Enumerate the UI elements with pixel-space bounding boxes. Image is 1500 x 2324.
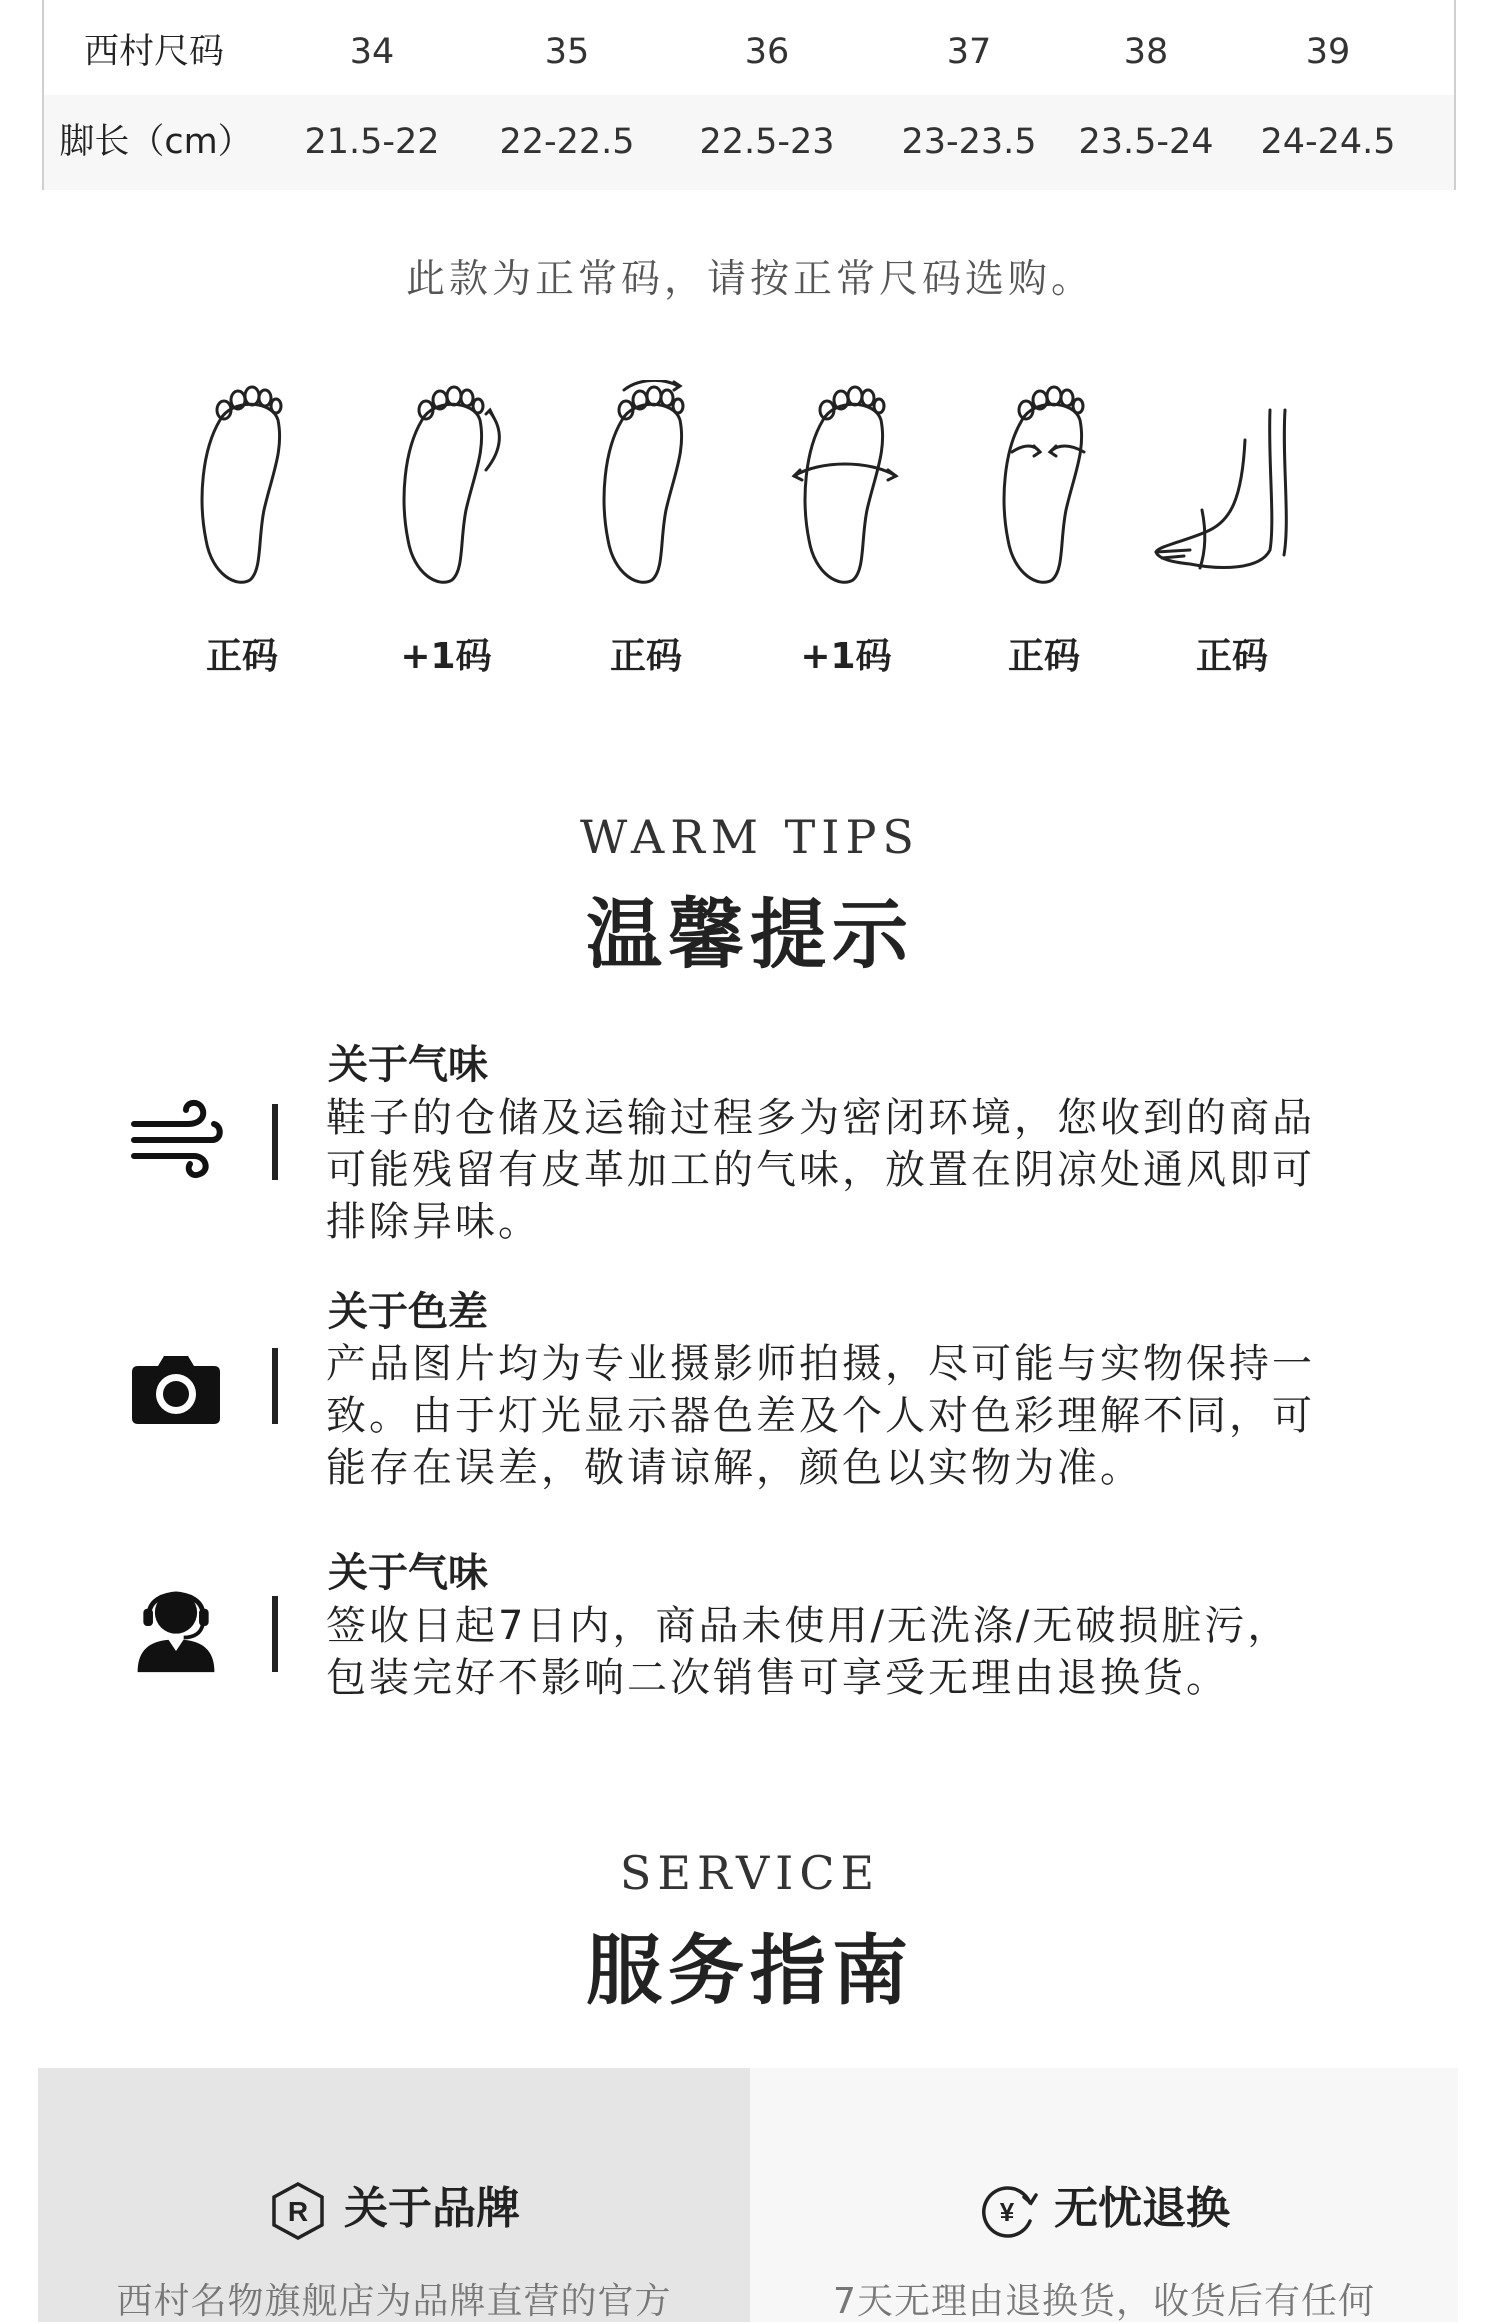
foot-label: +1码 bbox=[400, 636, 492, 677]
size-cell: 35 bbox=[544, 32, 590, 72]
service-card-header bbox=[38, 2172, 750, 2241]
tip-divider bbox=[272, 1596, 278, 1672]
size-row-eu bbox=[44, 0, 1454, 95]
customer-service-icon bbox=[128, 1578, 224, 1674]
service-en-title: SERVICE bbox=[619, 1846, 881, 1900]
tip-body bbox=[326, 1600, 1396, 1704]
tip-title: 关于气味 bbox=[328, 1042, 488, 1088]
narrow-foot-icon bbox=[994, 380, 1104, 590]
tip-line: 可能残留有皮革加工的气味，放置在阴凉处通风即可 bbox=[326, 1147, 1315, 1193]
tip-line: 排除异味。 bbox=[326, 1199, 541, 1245]
camera-icon bbox=[128, 1340, 224, 1436]
service-card-header bbox=[750, 2172, 1458, 2241]
service-card-title: 无忧退换 bbox=[1054, 2183, 1230, 2234]
size-cell: 23-23.5 bbox=[901, 122, 1037, 162]
service-title: 服务指南 bbox=[586, 1926, 914, 2015]
size-cell: 22.5-23 bbox=[699, 122, 835, 162]
high-instep-foot-icon bbox=[394, 380, 514, 590]
size-cell: 23.5-24 bbox=[1078, 122, 1214, 162]
tip-line: 致。由于灯光显示器色差及个人对色彩理解不同，可 bbox=[326, 1393, 1315, 1439]
tip-title: 关于色差 bbox=[328, 1289, 488, 1335]
tip-divider bbox=[272, 1104, 278, 1180]
tip-line: 能存在误差，敬请谅解，颜色以实物为准。 bbox=[326, 1445, 1143, 1491]
side-foot-icon bbox=[1150, 380, 1310, 590]
size-cell: 34 bbox=[349, 32, 395, 72]
size-note: 此款为正常码，请按正常尺码选购。 bbox=[405, 257, 1094, 302]
service-card-title: 关于品牌 bbox=[344, 2183, 520, 2234]
tip-line: 包装完好不影响二次销售可享受无理由退换货。 bbox=[326, 1655, 1229, 1701]
yuan-return-icon bbox=[978, 2181, 1038, 2241]
tip-body bbox=[326, 1338, 1396, 1494]
foot-label: 正码 bbox=[609, 636, 683, 677]
warm-tips-en-title: WARM TIPS bbox=[580, 810, 920, 864]
wide-foot-icon bbox=[790, 380, 900, 590]
size-cell: 38 bbox=[1123, 32, 1169, 72]
tip-title: 关于气味 bbox=[328, 1550, 488, 1596]
size-cell: 39 bbox=[1305, 32, 1351, 72]
tip-line: 鞋子的仓储及运输过程多为密闭环境，您收到的商品 bbox=[326, 1095, 1315, 1141]
tip-line: 产品图片均为专业摄影师拍摄，尽可能与实物保持一 bbox=[326, 1341, 1315, 1387]
size-cell: 37 bbox=[946, 32, 992, 72]
size-cell: 21.5-22 bbox=[304, 122, 440, 162]
foot-label: +1码 bbox=[800, 636, 892, 677]
foot-label: 正码 bbox=[205, 636, 279, 677]
warm-tips-title: 温馨提示 bbox=[586, 890, 914, 979]
registered-brand-icon bbox=[268, 2181, 328, 2241]
foot-label: 正码 bbox=[1195, 636, 1269, 677]
size-cell: 24-24.5 bbox=[1260, 122, 1396, 162]
size-row-label: 脚长（cm） bbox=[59, 122, 253, 162]
size-row-foot-length bbox=[44, 95, 1454, 190]
size-cell: 22-22.5 bbox=[499, 122, 635, 162]
tip-body bbox=[326, 1092, 1396, 1248]
size-row-label: 西村尺码 bbox=[83, 32, 225, 72]
size-table bbox=[42, 0, 1456, 190]
tip-line: 签收日起7日内，商品未使用/无洗涤/无破损脏污， bbox=[326, 1603, 1291, 1649]
normal-foot-icon bbox=[192, 380, 292, 590]
foot-label: 正码 bbox=[1007, 636, 1081, 677]
service-card-text: 西村名物旗舰店为品牌直营的官方 bbox=[116, 2281, 672, 2322]
size-cell: 36 bbox=[744, 32, 790, 72]
tip-divider bbox=[272, 1348, 278, 1424]
service-card-text: 7天无理由退换货，收货后有任何 bbox=[833, 2281, 1375, 2322]
service-card-brand[interactable] bbox=[38, 2068, 750, 2322]
service-card-return[interactable] bbox=[750, 2068, 1458, 2322]
normal-toe-foot-icon bbox=[594, 380, 694, 590]
svg-text:R: R bbox=[287, 2196, 309, 2227]
wind-icon bbox=[128, 1090, 224, 1186]
svg-text:¥: ¥ bbox=[999, 2197, 1015, 2227]
